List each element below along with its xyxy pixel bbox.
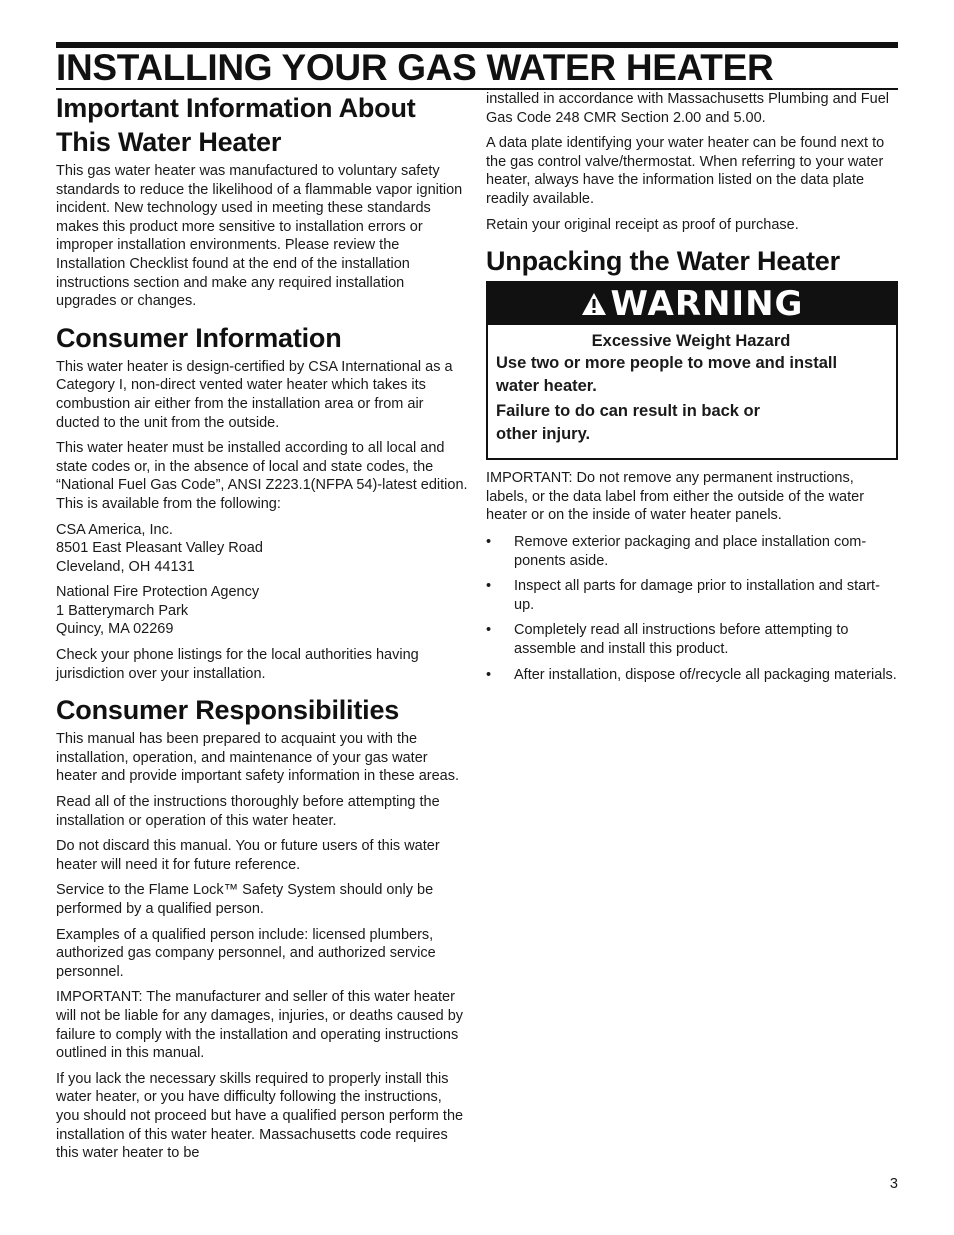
right-column xyxy=(486,90,898,691)
warning-line: Use two or more people to move and install xyxy=(496,354,838,373)
bullet-glyph: • xyxy=(486,533,492,550)
address-line: 8501 East Pleasant Valley Road xyxy=(56,540,263,557)
massachusetts-continuation-text: installed in accordance with Massachusetts Plumbing and Fuel Gas Code 248 CMR Section 2.00 and 5.00. xyxy=(486,91,889,126)
bullet-text: Inspect all parts for damage prior to installation and start-up. xyxy=(514,578,880,613)
warning-line: water heater. xyxy=(496,377,597,396)
important-information-heading xyxy=(56,91,468,159)
left-column xyxy=(56,90,468,1163)
consumer-information-text: This water heater is design-certified by CSA International as a Category I, non-direct vented water heater which takes its combustion air either from the installation area or from air ducted to the unit from the outside. xyxy=(56,358,453,431)
warning-box xyxy=(486,281,898,460)
important-information-text: This gas water heater was manufactured to voluntary safety standards to reduce the likelihood of a flammable vapor ignition incident. New technology used in meeting these standards makes this product more sensitive to installation errors or improper installation environments. Please review the Installation Checklist found at the end of the installation instructions section and make any required installation upgrades or changes. xyxy=(56,163,463,310)
csa-address xyxy=(56,521,468,577)
bullet-glyph: • xyxy=(486,622,492,639)
warning-line: other injury. xyxy=(496,425,591,444)
address-line: Cleveland, OH 44131 xyxy=(56,558,195,575)
unpacking-heading: Unpacking the Water Heater xyxy=(486,246,840,277)
important-information-section xyxy=(56,91,468,311)
consumer-responsibilities-heading: Consumer Responsibilities xyxy=(56,695,400,726)
codes-text: This water heater must be installed according to all local and state codes or, in the absence of local and state codes, the “National Fuel Gas Code”, ANSI Z223.1(NFPA 54)-latest edition. This is available from the following: xyxy=(56,440,468,512)
responsibilities-text: Read all of the instructions thoroughly before attempting the installation or operation of this water heater. xyxy=(56,794,440,829)
address-line: 1 Batterymarch Park xyxy=(56,602,189,619)
consumer-information-section xyxy=(56,321,468,684)
heading-line: Important Information About xyxy=(56,93,416,123)
responsibilities-text: IMPORTANT: The manufacturer and seller of this water heater will not be liable for any damages, injuries, or deaths caused by failure to comply with the installation and operating instructions outlined in this manual. xyxy=(56,989,464,1062)
address-line: National Fire Protection Agency xyxy=(56,584,260,601)
unpacking-section xyxy=(486,244,898,684)
data-plate-text: A data plate identifying your water heater can be found next to the gas control valve/thermostat. When referring to your water heater, always have the information listed on the data plate readily available. xyxy=(486,135,885,207)
consumer-responsibilities-section xyxy=(56,693,468,1162)
warning-instruction xyxy=(496,352,886,398)
warning-consequence xyxy=(496,400,886,446)
bullet-text: Remove exterior packaging and place installation com-ponents aside. xyxy=(514,533,867,569)
receipt-text: Retain your original receipt as proof of purchase. xyxy=(486,216,799,233)
warning-header xyxy=(488,283,896,325)
warning-line: Failure to do can result in back or xyxy=(496,402,761,421)
responsibilities-text: Service to the Flame Lock™ Safety System should only be performed by a qualified person. xyxy=(56,882,434,917)
phone-listings-text: Check your phone listings for the local authorities having jurisdiction over your installation. xyxy=(56,647,419,682)
nfpa-address xyxy=(56,583,468,639)
bullet-text: After installation, dispose of/recycle all packaging materials. xyxy=(514,666,897,683)
bullet-glyph: • xyxy=(486,578,492,595)
warning-label: WARNING xyxy=(610,284,804,325)
responsibilities-text: This manual has been prepared to acquaint you with the installation, operation, and maintenance of your gas water heater and provide important safety information in these areas. xyxy=(56,731,460,785)
bullet-text: Completely read all instructions before attempting to assemble and install this product. xyxy=(514,622,849,657)
address-line: Quincy, MA 02269 xyxy=(56,621,174,638)
responsibilities-text: Do not discard this manual. You or future users of this water heater will need it for future reference. xyxy=(56,838,440,873)
warning-body xyxy=(488,325,896,458)
page-title: INSTALLING YOUR GAS WATER HEATER xyxy=(56,47,774,88)
unpacking-bullet-list xyxy=(486,533,898,684)
bullet-glyph: • xyxy=(486,666,492,683)
responsibilities-text: Examples of a qualified person include: licensed plumbers, authorized gas company personnel, and authorized service personnel. xyxy=(56,926,436,980)
hazard-title: Excessive Weight Hazard xyxy=(591,332,791,351)
consumer-information-heading: Consumer Information xyxy=(56,322,342,353)
unpacking-important-text: IMPORTANT: Do not remove any permanent instructions, labels, or the data label from either the outside of the water heater or on the inside of water heater panels. xyxy=(486,470,865,524)
responsibilities-text: If you lack the necessary skills required to properly install this water heater, or you have difficulty following the instructions, you should not proceed but have a qualified person perform the installation of this water heater. Massachusetts code requires this water heater to be xyxy=(56,1070,464,1162)
warning-triangle-icon xyxy=(581,292,607,316)
page-number: 3 xyxy=(889,1176,898,1192)
address-line: CSA America, Inc. xyxy=(56,521,173,538)
list-item xyxy=(486,666,898,685)
list-item xyxy=(486,577,898,614)
heading-line: This Water Heater xyxy=(56,127,282,157)
list-item xyxy=(486,621,898,658)
list-item xyxy=(486,533,898,570)
